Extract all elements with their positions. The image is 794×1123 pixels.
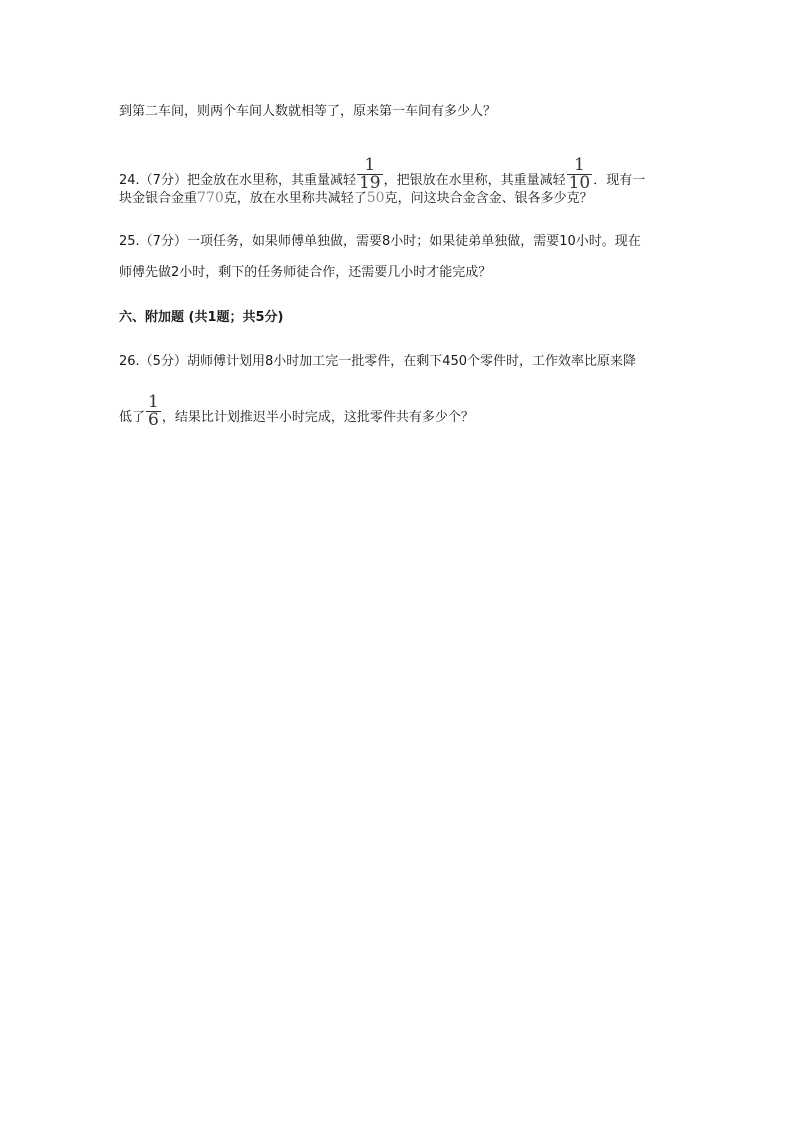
question-24-text-f: 克，问这块合金含金、银各多少克？ — [384, 191, 593, 206]
question-26-line-2 — [119, 392, 474, 435]
fraction-one-tenth — [567, 157, 593, 192]
fraction-denominator: 19 — [358, 173, 381, 193]
question-23-continuation — [119, 103, 496, 121]
section-6-heading — [119, 309, 284, 327]
question-24-text-c: ．现有一 — [593, 173, 646, 188]
weight-loss-value: 50 — [366, 190, 385, 206]
question-26-text-a: 26.（5分）胡师傅计划用8小时加工完一批零件，在剩下450个零件时，工作效率比原来降 — [119, 354, 637, 369]
question-24-text-d: 块金银合金重 — [119, 191, 198, 206]
question-25-line-2 — [119, 264, 491, 282]
question-25-text-a: 25.（7分）一项任务，如果师傅单独做，需要8小时；如果徒弟单独做，需要10小时。现在 — [119, 234, 641, 249]
fraction-denominator: 10 — [568, 173, 591, 193]
fraction-one-nineteenth — [357, 157, 383, 192]
question-26-line-1 — [119, 353, 636, 371]
question-25-line-1 — [119, 233, 641, 251]
fraction-numerator: 1 — [364, 155, 376, 175]
fraction-one-sixth — [146, 394, 161, 429]
section-6-title: 六、附加题 (共1题；共5分) — [119, 310, 284, 325]
question-24-text-b: ，把银放在水里称，其重量减轻 — [383, 173, 566, 188]
fraction-numerator: 1 — [574, 155, 585, 175]
question-24-text-e: 克，放在水里称共减轻了 — [223, 191, 367, 206]
question-24-line-2 — [119, 189, 593, 208]
fraction-denominator: 6 — [148, 410, 159, 430]
question-26-text-c: ，结果比计划推迟半小时完成，这批零件共有多少个？ — [161, 410, 474, 425]
question-23-text: 到第二车间，则两个车间人数就相等了，原来第一车间有多少人？ — [119, 104, 497, 119]
alloy-weight-value: 770 — [197, 190, 224, 206]
question-24-text-a: 24.（7分）把金放在水里称，其重量减轻 — [119, 173, 356, 188]
question-26-text-b: 低了 — [119, 410, 146, 425]
question-25-text-b: 师傅先做2小时，剩下的任务师徒合作，还需要几小时才能完成？ — [119, 265, 492, 280]
fraction-numerator: 1 — [148, 392, 159, 412]
